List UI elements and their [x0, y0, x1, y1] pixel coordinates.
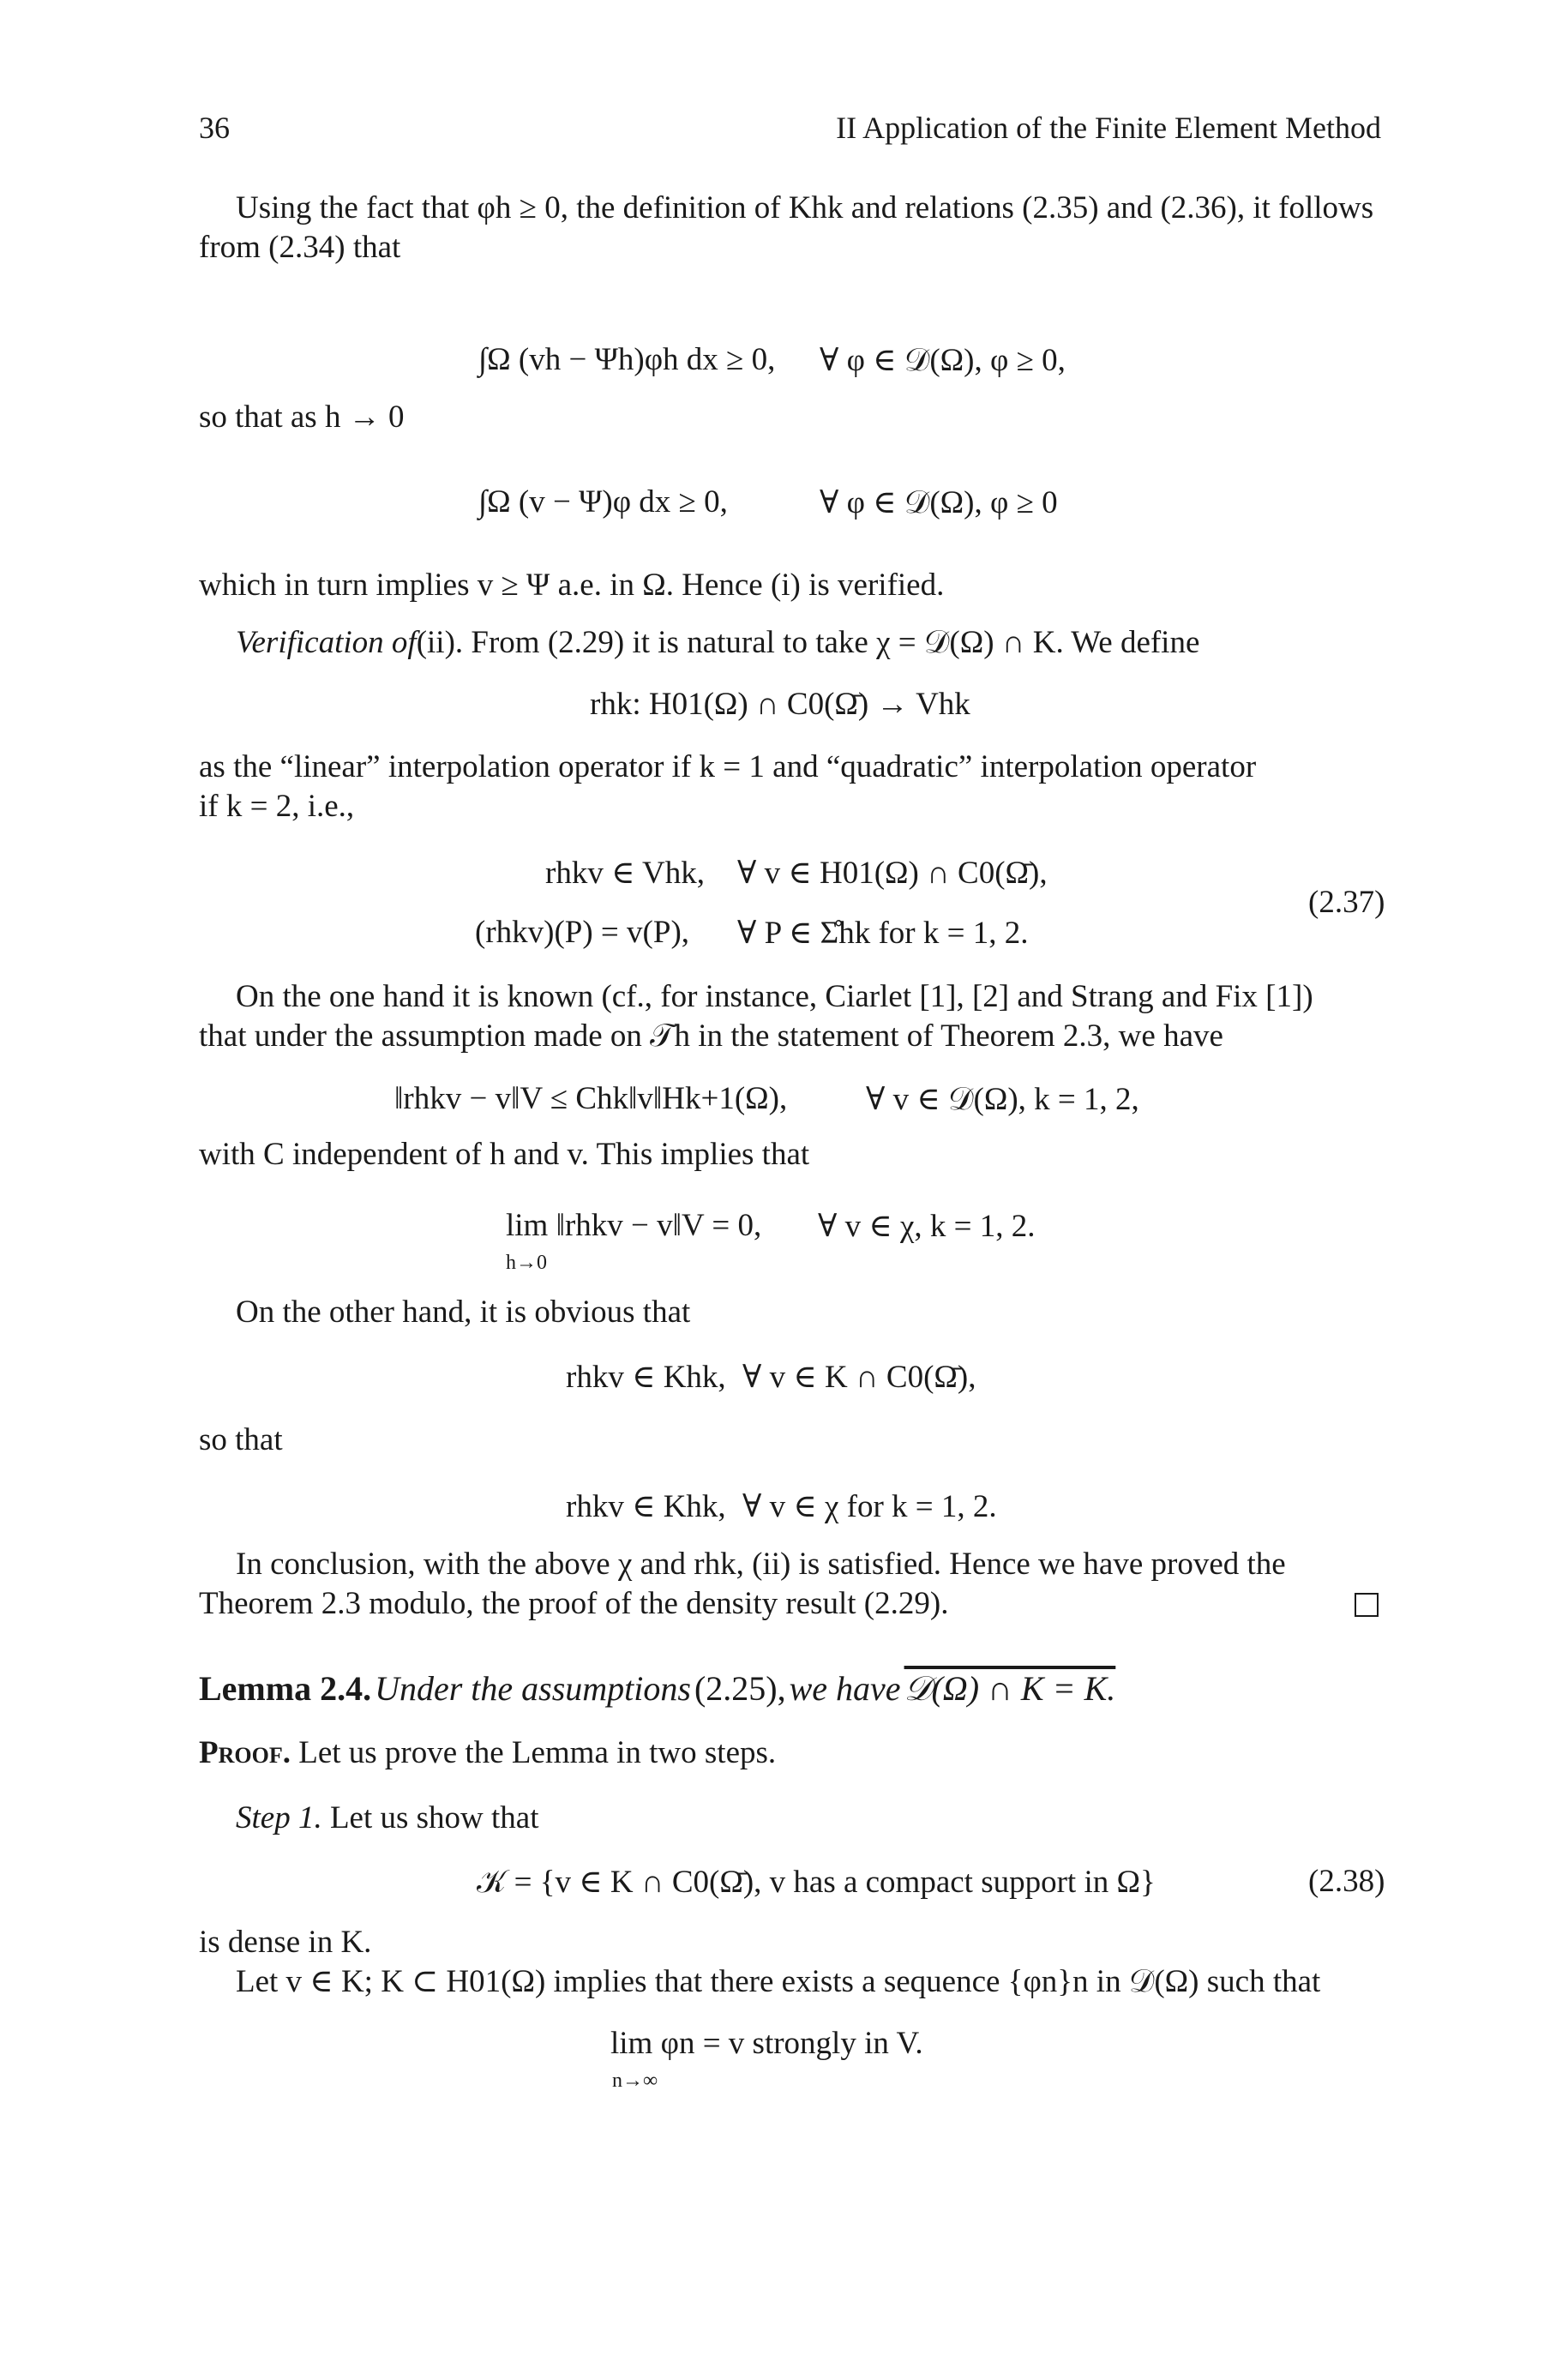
step-1-line: [236, 1799, 539, 1838]
equation-limit-subscript: h→0: [506, 1252, 547, 1274]
qed-square-icon: [1355, 1593, 1379, 1621]
verification-label: Verification of: [236, 625, 417, 660]
lemma-text-b: we have: [789, 1669, 901, 1708]
equation-integral-h: ∫Ω (vh − Ψh)φh dx ≥ 0,: [478, 342, 776, 377]
paragraph-10-line-2: Theorem 2.3 modulo, the proof of the density result (2.29).: [199, 1586, 949, 1621]
equation-integral-limit-condition: ∀ φ ∈ 𝒟(Ω), φ ≥ 0: [820, 485, 1058, 520]
equation-interpolant-in-K: rhkv ∈ Khk,: [566, 1360, 726, 1395]
page-number: 36: [199, 111, 230, 145]
proof-label: Proof.: [199, 1735, 291, 1770]
equation-integral-limit: ∫Ω (v − Ψ)φ dx ≥ 0,: [478, 484, 728, 520]
lemma-equation: 𝒟(Ω) ∩ K = K.: [904, 1669, 1116, 1708]
equation-limit-convergence: lim ‖rhkv − v‖V = 0,: [506, 1208, 762, 1243]
equation-2-38: 𝒦 = {v ∈ K ∩ C0(Ω̄), v has a compact support in Ω}: [477, 1865, 1156, 1900]
equation-integral-h-condition: ∀ φ ∈ 𝒟(Ω), φ ≥ 0,: [820, 343, 1066, 378]
paragraph-11: is dense in K.: [199, 1925, 372, 1960]
equation-interpolation-operator: rhk: H01(Ω) ∩ C0(Ω̄) → Vhk: [590, 687, 970, 722]
paragraph-12: Let v ∈ K; K ⊂ H01(Ω) implies that there exists a sequence {φn}n in 𝒟(Ω) such that: [236, 1964, 1321, 1999]
paragraph-7: with C independent of h and v. This implies that: [199, 1137, 810, 1172]
proof-line: [199, 1733, 776, 1773]
equation-error-estimate: ‖rhkv − v‖V ≤ Chk‖v‖Hk+1(Ω),: [394, 1081, 788, 1116]
proof-text: Let us prove the Lemma in two steps.: [298, 1735, 777, 1770]
paragraph-8: On the other hand, it is obvious that: [236, 1295, 691, 1330]
paragraph-1-line-2: from (2.34) that: [199, 230, 401, 265]
paragraph-1-line-1: Using the fact that φh ≥ 0, the definition of Khk and relations (2.35) and (2.36), it follows: [236, 190, 1374, 225]
lemma-2-4: [199, 1668, 1115, 1709]
equation-error-estimate-condition: ∀ v ∈ 𝒟(Ω), k = 1, 2,: [866, 1082, 1139, 1117]
paragraph-6-line-2: that under the assumption made on 𝒯h in the statement of Theorem 2.3, we have: [199, 1018, 1223, 1054]
equation-2-37-line-1: rhkv ∈ Vhk,: [545, 856, 706, 891]
equation-number-2-37: (2.37): [1308, 885, 1385, 920]
equation-strong-convergence: lim φn = v strongly in V.: [610, 2026, 923, 2061]
paragraph-9: so that: [199, 1422, 283, 1457]
equation-2-37-line-2-condition: ∀ P ∈ Σ̊hk for k = 1, 2.: [737, 916, 1029, 951]
paragraph-5-line-1: as the “linear” interpolation operator if k = 1 and “quadratic” interpolation operator: [199, 749, 1257, 784]
step-1-text: Let us show that: [329, 1800, 539, 1835]
equation-interpolant-in-chi-condition: ∀ v ∈ χ for k = 1, 2.: [742, 1489, 997, 1524]
equation-strong-convergence-subscript: n→∞: [612, 2070, 658, 2092]
equation-number-2-38: (2.38): [1308, 1864, 1385, 1899]
paragraph-2: so that as h → 0: [199, 400, 405, 435]
paragraph-3: which in turn implies v ≥ Ψ a.e. in Ω. Hence (i) is verified.: [199, 568, 945, 603]
equation-interpolant-in-chi: rhkv ∈ Khk,: [566, 1489, 726, 1524]
equation-2-37-line-1-condition: ∀ v ∈ H01(Ω) ∩ C0(Ω̄),: [737, 856, 1048, 891]
paragraph-5-line-2: if k = 2, i.e.,: [199, 789, 355, 824]
paragraph-4-text: (ii). From (2.29) it is natural to take χ = 𝒟(Ω) ∩ K. We define: [416, 625, 1200, 660]
lemma-text-a: Under the assumptions: [375, 1669, 691, 1708]
equation-limit-convergence-condition: ∀ v ∈ χ, k = 1, 2.: [818, 1209, 1036, 1244]
paragraph-4: [236, 623, 1199, 663]
step-1-label: Step 1.: [236, 1800, 322, 1835]
lemma-reference: (2.25),: [694, 1669, 786, 1708]
paragraph-6-line-1: On the one hand it is known (cf., for instance, Ciarlet [1], [2] and Strang and Fix [1]): [236, 979, 1313, 1014]
lemma-label: Lemma 2.4.: [199, 1669, 372, 1708]
paragraph-10-line-1: In conclusion, with the above χ and rhk, (ii) is satisfied. Hence we have proved the: [236, 1547, 1286, 1582]
running-title: II Application of the Finite Element Method: [836, 111, 1381, 145]
equation-2-37-line-2: (rhkv)(P) = v(P),: [475, 915, 690, 950]
equation-interpolant-in-K-condition: ∀ v ∈ K ∩ C0(Ω̄),: [742, 1360, 976, 1395]
